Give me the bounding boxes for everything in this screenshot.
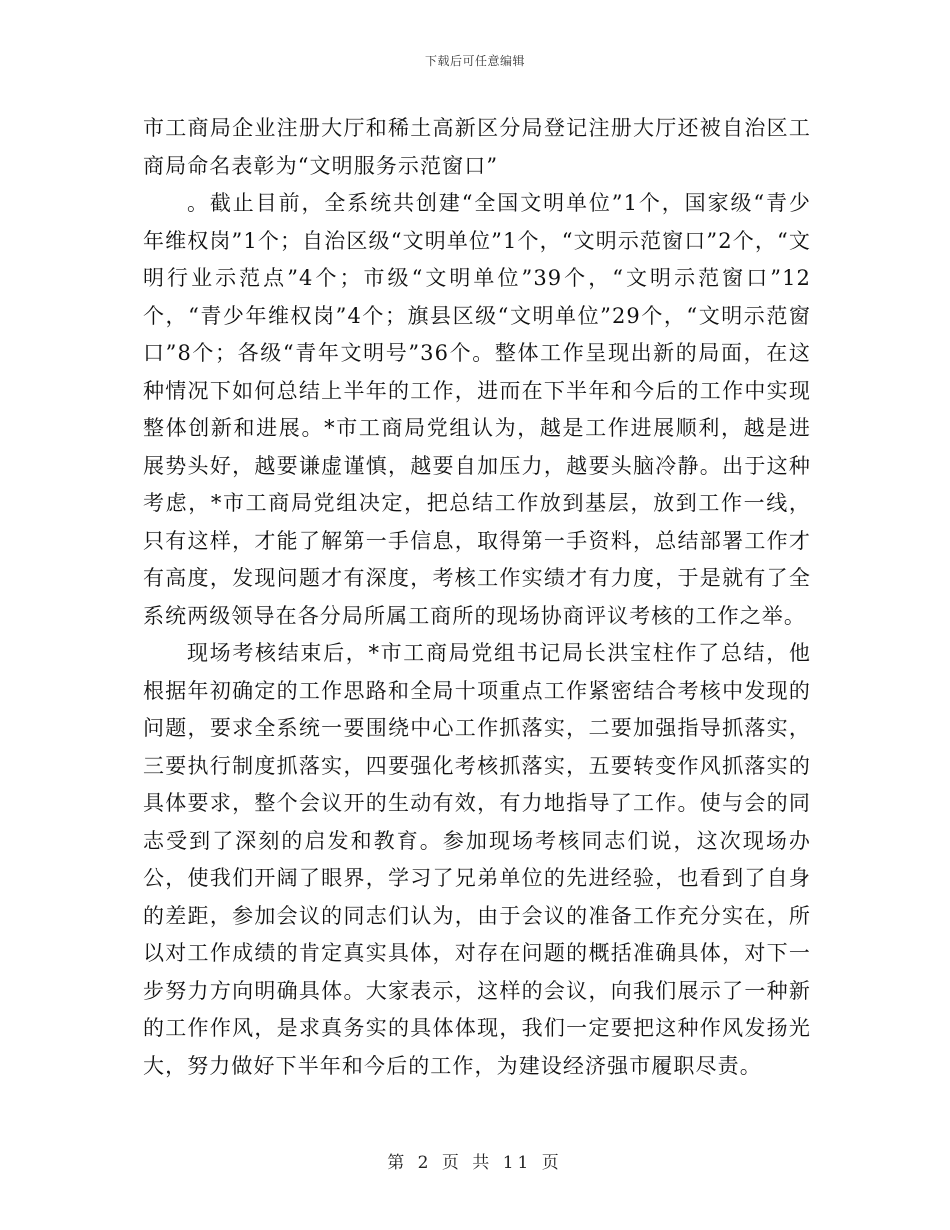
page-number-footer: 第 2 页 共 11 页: [387, 1153, 563, 1173]
paragraph-1: 市工商局企业注册大厅和稀土高新区分局登记注册大厅还被自治区工商局命名表彰为“文明服务示范窗口”: [143, 116, 811, 178]
paragraph-2: 。截止目前，全系统共创建“全国文明单位”1个，国家级“青少年维权岗”1个；自治区级“文明单位”1个，“文明示范窗口”2个，“文明行业示范点”4个；市级“文明单位”39个，“文明示范窗口”12个，“青少年维权岗”4个；旗县区级“文明单位”29个，“文明示范窗口”8个；各级“青年文明号”36个。整体工作呈现出新的局面，在这种情况下如何总结上半年的工作，进而在下半年和今后的工作中实现整体创新和进展。*市工商局党组认为，越是工作进展顺利，越是进展势头好，越要谦虚谨慎，越要自加压力，越要头脑冷静。出于这种考虑，*市工商局党组决定，把总结工作放到基层，放到工作一线，只有这样，才能了解第一手信息，取得第一手资料，总结部署工作才有高度，发现问题才有深度，考核工作实绩才有力度，于是就有了全系统两级领导在各分局所属工商所的现场协商评议考核的工作之举。: [143, 191, 811, 628]
paragraph-3: 现场考核结束后，*市工商局党组书记局长洪宝柱作了总结，他根据年初确定的工作思路和全局十项重点工作紧密结合考核中发现的问题，要求全系统一要围绕中心工作抓落实，二要加强指导抓落实，三要执行制度抓落实，四要强化考核抓落实，五要转变作风抓落实的具体要求，整个会议开的生动有效，有力地指导了工作。使与会的同志受到了深刻的启发和教育。参加现场考核同志们说，这次现场办公，使我们开阔了眼界，学习了兄弟单位的先进经验，也看到了自身的差距，参加会议的同志们认为，由于会议的准备工作充分实在，所以对工作成绩的肯定真实具体，对存在问题的概括准确具体，对下一步努力方向明确具体。大家表示，这样的会议，向我们展示了一种新的工作作风，是求真务实的具体体现，我们一定要把这种作风发扬光大，努力做好下半年和今后的工作，为建设经济强市履职尽责。: [143, 641, 811, 1078]
document-body: [143, 110, 811, 1085]
page-header-note: 下载后可任意编辑: [424, 54, 525, 68]
